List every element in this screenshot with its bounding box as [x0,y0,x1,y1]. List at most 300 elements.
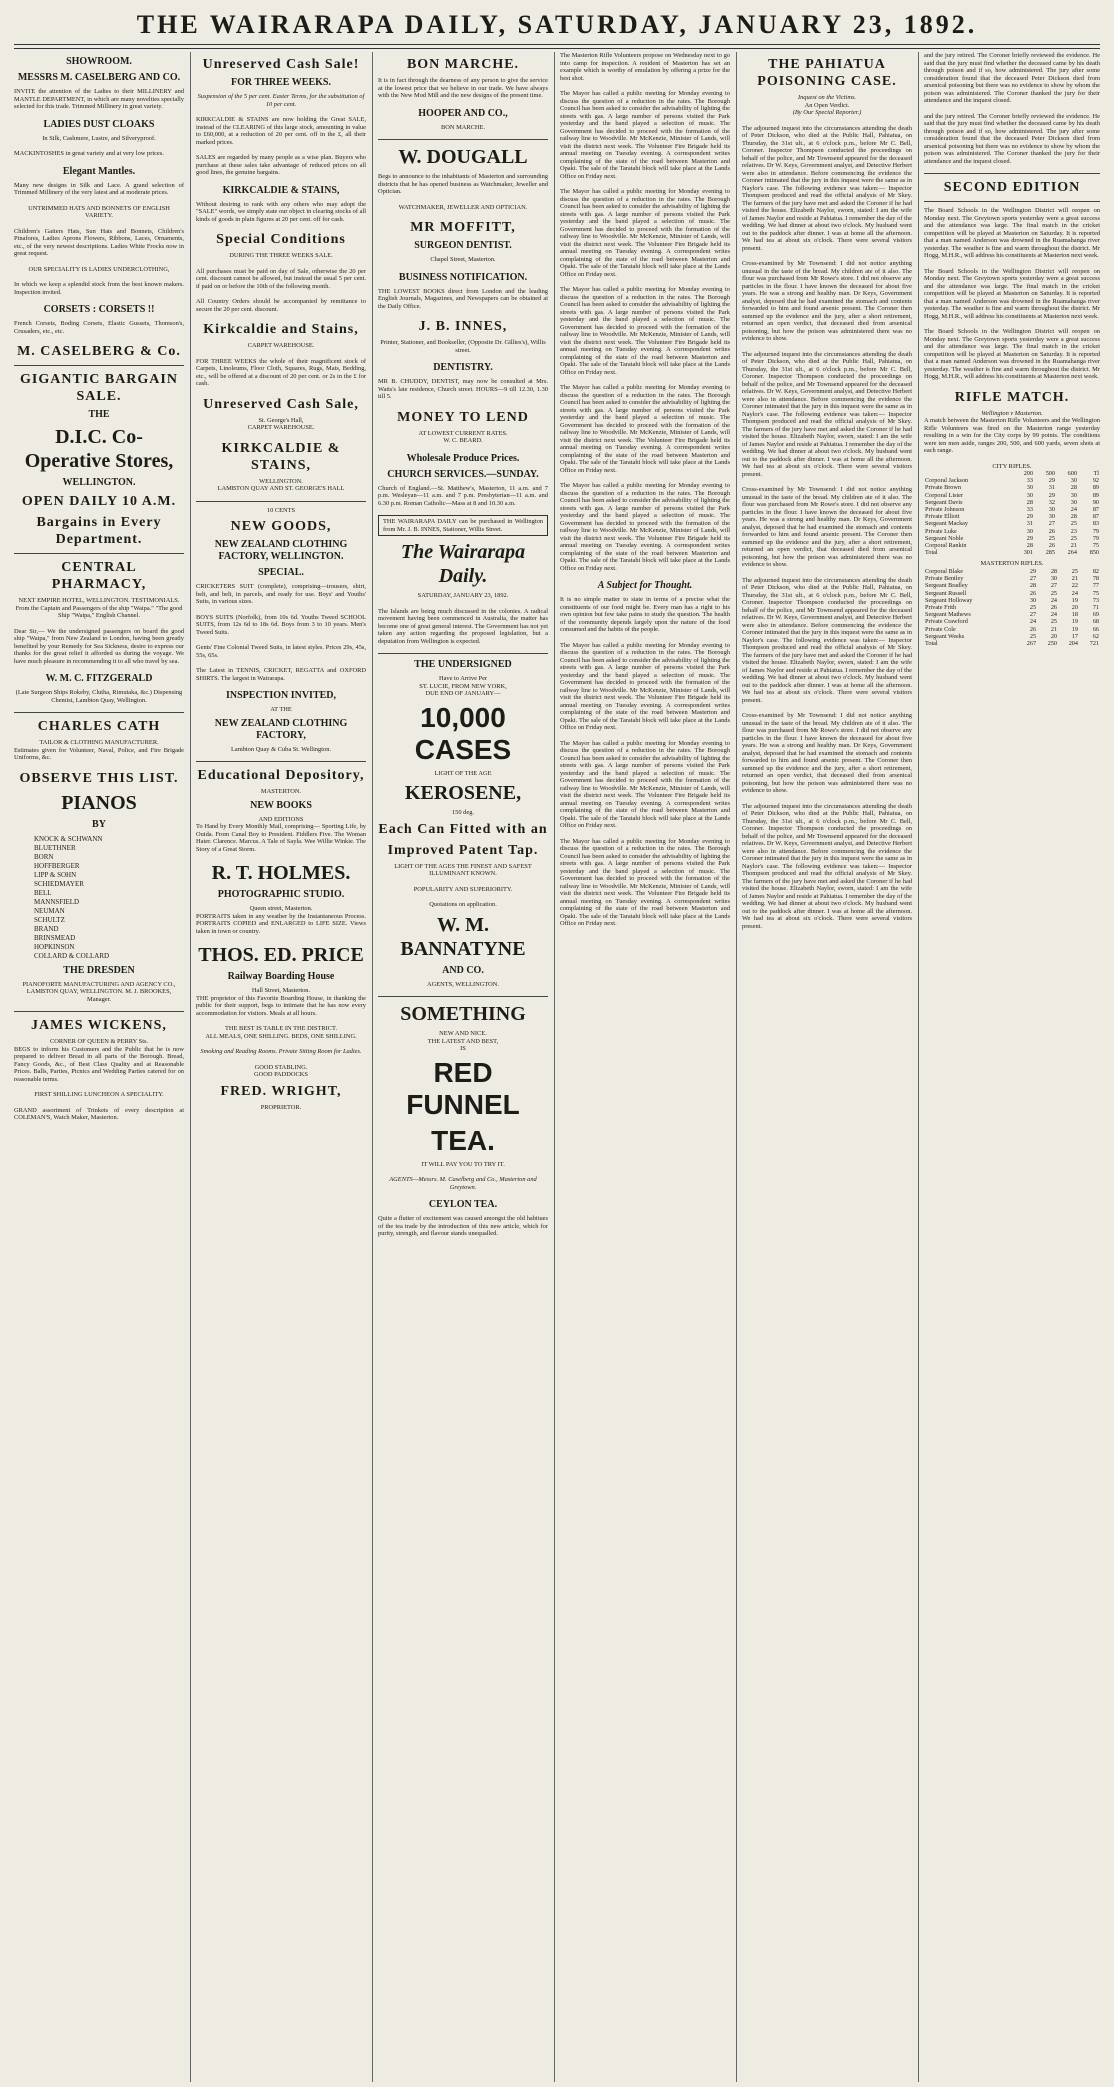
score-cell: 26 [1029,625,1037,633]
table-row [924,590,1100,597]
dentistry-heading: DENTISTRY. [433,362,493,373]
column-divider [372,52,373,2082]
news-body-7: The Mayor has called a public meeting for Monday evening to discuss the question of a reduction in the rates. The Borough Council has been asked to consider the advisability of lighting the streets with gas. A large number of persons visited the Park yesterday and the band played a selection of music. The Government has decided to proceed with the formation of the railway line to Woodville. Mr McKenzie, Minister of Lands, will visit the district next week. The Volunteer Fire Brigade held its annual meeting on Tuesday evening. A correspondent writes complaining of the state of the road between Masterton and Opaki. The sale of the Taratahi block will take place at the Lands Office on Friday next. [560,739,730,829]
bon-marche-heading: BON MARCHE. [406,57,520,72]
arrive-label: Have to Arrive Per [438,675,488,682]
table-header-row [924,470,1100,477]
rifleman-name: Corporal Rankin [925,542,967,550]
divider [14,1011,184,1012]
score-cell: 30 [1026,491,1033,499]
rifleman-name: Private Johnson [925,506,965,514]
speciality-text: In which we keep a splendid stock from the best known makers. Inspection invited. [14,281,184,296]
carpet-warehouse: CARPET WAREHOUSE. [247,342,315,349]
masterton-rifles-table [924,568,1100,647]
rifleman-name: Corporal Lister [925,491,963,499]
city-rifles-table [924,470,1100,556]
inquest-end-text: and the jury retired. The Coroner briefly reviewed the evidence. He said that the jury must find whether the deceased came by his death through poison and if so, how administered. The jury after some consideration found that the deceased Peter Dickson died from arsenical poisoning but there was no evidence to show by whom the poison was administered. The Coroner thanked the jury for their attendance and the inquest closed. [924,52,1100,104]
news-intro: The Masterton Rifle Volunteers propose on Wednesday next to go into camp for inspection. A resident of Masterton has set an example which is worthy of emulation by offering a prize for the best shot. [560,52,730,82]
column-1 [14,52,184,2082]
st-georges-hall: St. George's Hall, [258,416,304,424]
agents-label: AGENTS, WELLINGTON. [426,980,499,988]
masthead-rule [14,44,1100,45]
moffitt-heading: MR MOFFITT, [410,220,516,235]
dic-bargains: Bargains in Every Department. [36,515,162,547]
stabling-text: GOOD STABLING. [254,1063,308,1071]
rifle-match-text: A match between the Masterton Rifle Volunteers and the Wellington Rifle Volunteers was fired on the Masterton range yesterday resulting in a win for the City corps by 99 points. The conditions were ten men aside, ranges 200, 500, and 600 yards, seven shots at each range. [924,417,1100,454]
suspension-text: Suspension of the 5 per cent. Easter Terms, for the substitution of 10 per cent. [197,93,365,108]
piano-maker: KNOCK & SCHWANN [34,834,103,843]
kirkcaldie-heading-3: KIRKCALDIE & STAINS, [221,440,341,473]
masterton-rifles-heading: MASTERTON RIFLES. [980,560,1044,568]
piano-maker: BLUETHNER [34,843,76,852]
column-header: Tl [1093,470,1099,477]
table-row [924,535,1100,542]
column-header: 200 [1023,470,1033,477]
dic-location: WELLINGTON. [62,477,136,488]
mackintosh-text: MACKINTOSHES in great variety and at very low prices. [14,150,164,157]
score-cell: 29 [1029,567,1037,575]
score-cell: 21 [1071,575,1078,583]
meals-text: ALL MEALS, ONE SHILLING. BEDS, ONE SHILLING. [205,1032,357,1040]
score-cell: 30 [1048,506,1055,514]
column-divider [736,52,737,2082]
lambton-cuba-label: Lambton Quay & Cuba St. Wellington. [230,745,331,753]
photographic-heading: PHOTOGRAPHIC STUDIO. [217,889,345,900]
three-weeks-heading: FOR THREE WEEKS. [231,77,331,88]
score-cell: 66 [1092,625,1099,633]
rifleman-name: Private Cole [925,625,956,633]
news-body-4: The Mayor has called a public meeting for Monday evening to discuss the question of a reduction in the rates. The Borough Council has been asked to consider the advisability of lighting the streets with gas. A large number of persons visited the Park yesterday and the band played a selection of music. The Government has decided to proceed with the formation of the railway line to Woodville. Mr McKenzie, Minister of Lands, will visit the district next week. The Volunteer Fire Brigade held its annual meeting on Tuesday evening. A correspondent writes complaining of the state of the road between Masterton and Opaki. The sale of the Taratahi block will take place at the Lands Office on Friday next. [560,384,730,474]
speciality-heading: OUR SPECIALITY IS LADIES UNDERCLOTHING, [28,265,170,273]
it-will-pay: IT WILL PAY YOU TO TRY IT. [421,1160,505,1168]
table-row [924,568,1100,575]
ceylon-text: Quite a flutter of excitement was caused amongst the old habitues of the tea trade by the introduction of this new article, which for purity, strength, and flavour stands unequalled. [378,1215,548,1237]
score-cell: 28 [1070,513,1077,521]
score-cell: 25 [1070,520,1077,528]
score-cell: 24 [1029,618,1037,626]
divider [14,712,184,713]
wright-heading: FRED. WRIGHT, [220,1083,342,1099]
score-cell: 89 [1092,491,1099,499]
table-row [924,611,1100,618]
rifleman-name: Sergeant Weeks [925,632,965,640]
dentistry-text: MR B. CHUDDY, DENTIST, may now be consulted at Mrs. Watts's late residence, Church street. HOURS—9 till 12.30, 1.30 till 5. [378,378,548,400]
score-cell: 30 [1050,575,1057,583]
portraits-text: PORTRAITS taken in any weather by the Instantaneous Process. PORTRAITS COPIED and ENLARGED to LIFE SIZE. Views taken in town or country. [196,912,366,935]
score-cell: 30 [1070,477,1077,485]
column-6 [924,52,1100,2082]
score-cell: 28 [1050,567,1057,575]
score-cell: 26 [1050,603,1057,611]
score-cell: 26 [1048,542,1055,550]
table-cell: 264 [1067,549,1077,557]
table-cell: 204 [1068,639,1078,647]
printer-label: Printer, Stationer, and Bookseller, (Opposite Dr. Gillies's), Willis street. [380,339,546,354]
railway-boarding-heading: Railway Boarding House [227,971,335,982]
city-rifles-heading: CITY RIFLES. [992,462,1032,470]
surgeon-dentist: SURGEON DENTIST. [414,240,512,251]
cath-text: Estimates given for Volunteer, Naval, Police, and Fire Brigade Uniforms, &c. [14,746,184,761]
score-cell: 25 [1071,567,1078,575]
inquest-end-text-2: and the jury retired. The Coroner briefly reviewed the evidence. He said that the jury must find whether the deceased came by his death through poison and if so, how administered. The jury after some consideration found that the deceased Peter Dickson died from arsenical poisoning but there was no evidence to show by whom the poison was administered. The Coroner thanked the jury for their attendance and the inquest closed. [924,112,1100,165]
score-cell: 21 [1070,542,1077,550]
masterton-label: MASTERTON. [260,788,302,795]
score-cell: 29 [1026,534,1033,542]
divider [378,996,548,997]
trinkets-text: GRAND assortment of Trinkets of every description at COLEMAN'S, Watch Maker, Masterton. [14,1106,184,1121]
score-cell: 24 [1070,506,1077,514]
score-cell: 28 [1026,542,1033,550]
rifleman-name: Corporal Blake [925,567,963,575]
money-heading: MONEY TO LEND [397,409,529,425]
rifleman-name: Private Brown [925,484,961,492]
score-cell: 20 [1050,632,1057,640]
boys-text: BOYS SUITS (Norfolk), from 10s 6d. Youths Tweed SCHOOL SUITS, from 12s 6d to 18s 6d. Boys from 3 to 10 years. Men's Tweed Suits. [196,613,366,636]
rifleman-name: Sergeant Mackay [925,520,969,528]
piano-maker: BELL [34,888,52,897]
score-cell: 17 [1071,632,1078,640]
poisoning-text-6: Cross-examined by Mr Townsend: I did not notice anything unusual in the taste of the bread. My children ate of it also. The flour was purchased from Mr Rowe's store. I did not observe any particles in the flour. I have known the deceased for about five years. He was a strong and healthy man. Dr Keys, Government analyst, deposed that he had examined the stomach and contents forwarded to him and found arsenic present. The Coroner then summed up the evidence and the jury, after a short retirement, returned an open verdict, that deceased died from arsenical poisoning, but how the poison was administered there was no evidence to show. [742,712,912,794]
dresden-sub: PIANOFORTE MANUFACTURING AND AGENCY CO., LAMBTON QUAY, WELLINGTON. M. J. BROOKES, Manager. [22,980,176,1003]
score-cell: 24 [1050,596,1057,604]
dougall-heading: W. DOUGALL [398,146,528,168]
tennis-text: The Latest in TENNIS, CRICKET, REGATTA and OXFORD SHIRTS. The largest in Wairarapa. [196,667,366,682]
test-label: 150 deg. [451,809,474,816]
score-cell: 89 [1092,484,1099,492]
table-row [924,484,1100,491]
news-body-6: The Mayor has called a public meeting for Monday evening to discuss the question of a reduction in the rates. The Borough Council has been asked to consider the advisability of lighting the streets with gas. A large number of persons visited the Park yesterday and the band played a selection of music. The Government has decided to proceed with the formation of the railway line to Woodville. Mr McKenzie, Minister of Lands, will visit the district next week. The Volunteer Fire Brigade held its annual meeting on Tuesday evening. A correspondent writes complaining of the state of the road between Masterton and Opaki. The sale of the Taratahi block will take place at the Lands Office on Friday next. [560,641,730,731]
by-label: BY [92,818,106,830]
score-cell: 19 [1071,596,1078,604]
score-cell: 27 [1029,611,1037,619]
score-cell: 27 [1029,575,1037,583]
score-cell: 23 [1070,527,1077,535]
cath-heading: CHARLES CATH [37,719,161,734]
news-body-8: The Mayor has called a public meeting for Monday evening to discuss the question of a reduction in the rates. The Borough Council has been asked to consider the advisability of lighting the streets with gas. A large number of persons visited the Park yesterday and the band played a selection of music. The Government has decided to proceed with the formation of the railway line to Woodville. Mr McKenzie, Minister of Lands, will visit the district next week. The Volunteer Fire Brigade held its annual meeting on Tuesday evening. A correspondent writes complaining of the state of the road between Masterton and Opaki. The sale of the Taratahi block will take place at the Lands Office on Friday next. [560,837,730,927]
poisoning-text-3: The adjourned inquest into the circumstances attending the death of Peter Dickson, who died at the Public Hall, Pahiatua, on Thursday, the 31st ult., at 6 o'clock p.m., before Mr C. Bell, Coroner. Inspector Thompson conducted the proceedings on behalf of the police, and Mr Townsend appeared for the deceased relatives. Dr W. Keys, Government analyst, and Detective Herbert were also in attendance. Before commencing the evidence the Coroner intimated that the jury in this inquest were the same as in Naylor's case. The following evidence was taken:— Inspector Thompson produced and read the official analysis of Mr Skey. The farmers of the jury have met and asked the Coroner if he had visited the house. Elizabeth Naylor, sworn, stated: I am the wife of James Naylor and reside at Pahiatua. I remember the day of the wedding. We had dinner at about two o'clock. My husband went out to the paddock after dinner. I was at home all the afternoon. We had tea at about six o'clock. There were several visitors present. [742,350,912,478]
nz-clothing-heading: NEW ZEALAND CLOTHING FACTORY, WELLINGTON. [214,539,348,562]
mantles-text: Many new designs in Silk and Lace. A grand selection of Trimmed Millinery of the very latest and at moderate prices. [14,181,184,196]
due-label: DUE END OF JANUARY— [425,690,501,697]
leader-text: The Islands are being much discussed in the colonies. A radical movement having been commenced in Australia, the matter has become one of great general interest. The Government has not yet taken any action regarding the proposed legislation, but a deputation from Wellington is expected. [378,607,548,645]
score-cell: 30 [1029,596,1037,604]
watchmaker-label: WATCHMAKER, JEWELLER AND OPTICIAN. [398,203,528,211]
column-5 [742,52,912,2082]
poisoning-text-1: The adjourned inquest into the circumstances attending the death of Peter Dickson, who died at the Public Hall, Pahiatua, on Thursday, the 31st ult., at 6 o'clock p.m., before Mr C. Bell, Coroner. Inspector Thompson conducted the proceedings on behalf of the police, and Mr Townsend appeared for the deceased relatives. Dr W. Keys, Government analyst, and Detective Herbert were also in attendance. Before commencing the evidence the Coroner intimated that the jury in this inquest were the same as in Naylor's case. The following evidence was taken:— Inspector Thompson produced and read the official analysis of Mr Skey. The farmers of the jury have met and asked the Coroner if he had visited the house. Elizabeth Naylor, sworn, stated: I am the wife of James Naylor and reside at Pahiatua. I remember the day of the wedding. We had dinner at about two o'clock. My husband went out to the paddock after dinner. I was at home all the afternoon. We had tea at about six o'clock. There were several visitors present. [742,124,912,252]
score-cell: 77 [1092,582,1099,590]
cath-sub: TAILOR & CLOTHING MANUFACTURER. [39,739,159,746]
score-cell: 19 [1071,625,1078,633]
inspection-heading: INSPECTION INVITED, [225,690,337,701]
rifleman-name: Private Bentley [925,575,964,583]
rifleman-name: Sergeant Mathews [925,611,971,619]
corsets-text: French Corsets, Boding Corsets, Elastic Gussets, Thomson's, Crusaders, etc., etc. [14,320,184,335]
score-cell: 25 [1029,603,1037,611]
table-row [924,618,1100,625]
column-divider [554,52,555,2082]
piano-maker: SCHIEDMAYER [34,879,84,888]
table-total-row [924,549,1100,556]
column-2 [196,52,366,2082]
dic-heading: D.I.C. Co-Operative Stores, [24,426,174,472]
patent-tap-label: Improved Patent Tap. [387,842,539,858]
innes-heading: J. B. INNES, [418,319,508,334]
score-cell: 25 [1048,534,1055,542]
rifle-match-sub: Wellington v Masterton. [981,409,1043,417]
price-text: THE proprietor of this Favorite Boarding House, in thanking the public for their support, begs to intimate that he has now every accommodation for visitors. Meals at all hours. [196,994,366,1017]
rifleman-name: Private Crawford [925,618,968,626]
rifleman-name: Sergeant Bradley [925,582,968,590]
cash-sale-heading-2: Unreserved Cash Sale, [203,396,359,412]
money-sub: AT LOWEST CURRENT RATES. [418,429,508,437]
score-cell: 22 [1071,582,1078,590]
rifleman-name: Private Frith [925,603,957,611]
poisoning-text-4: Cross-examined by Mr Townsend: I did not notice anything unusual in the taste of the bread. My children ate of it also. The flour was purchased from Mr Rowe's store. I did not observe any particles in the flour. I have known the deceased for about five years. He was a strong and healthy man. Dr Keys, Government analyst, deposed that he had examined the stomach and contents forwarded to him and found arsenic present. The Coroner then summed up the evidence and the jury, after a short retirement, returned an open verdict, that deceased died from arsenical poisoning, but how the poison was administered there was no evidence to show. [742,486,912,568]
score-cell: 29 [1048,491,1055,499]
poisoning-text-5: The adjourned inquest into the circumstances attending the death of Peter Dickson, who died at the Public Hall, Pahiatua, on Thursday, the 31st ult., at 6 o'clock p.m., before Mr C. Bell, Coroner. Inspector Thompson conducted the proceedings on behalf of the police, and Mr Townsend appeared for the deceased relatives. Dr W. Keys, Government analyst, and Detective Herbert were also in attendance. Before commencing the evidence the Coroner intimated that the jury in this inquest were the same as in Naylor's case. The following evidence was taken:— Inspector Thompson produced and read the official analysis of Mr Skey. The farmers of the jury have met and asked the Coroner if he had visited the house. Elizabeth Naylor, sworn, stated: I am the wife of James Naylor and reside at Pahiatua. I remember the day of the wedding. We had dinner at about two o'clock. My husband went out to the paddock after dinner. I was at home all the afternoon. We had tea at about six o'clock. There were several visitors present. [742,576,912,704]
each-can-label: Each Can Fitted with an [378,821,548,837]
table-row [924,492,1100,499]
children-text: Children's Gaiters Hats, Sun Hats and Bonnets, Children's Pinafores, Ladies Aprons Flowers, Ribbons, Laces, Ornaments, etc., of the very newest descriptions. Ladies White Frocks now in great request. [14,227,184,257]
table-row [924,513,1100,520]
column-header: 500 [1045,470,1055,477]
table-row [924,528,1100,535]
bon-marche-text: It is in fact through the dearness of any person to give the service at the lowest price that we believe in our trade. We have always with the New Mod Mill and the new designs of the present time. [378,77,548,99]
piano-maker: BORN [34,852,54,861]
popularity-label: POPULARITY AND SUPERIORITY. [413,885,513,893]
carpet-warehouse-2: CARPET WAREHOUSE. [247,424,315,431]
score-cell: 62 [1092,632,1099,640]
table-cell: 285 [1045,549,1055,557]
table-cell: 850 [1089,549,1099,557]
score-cell: 20 [1071,603,1078,611]
poisoning-text-7: The adjourned inquest into the circumstances attending the death of Peter Dickson, who died at the Public Hall, Pahiatua, on Thursday, the 31st ult., at 6 o'clock p.m., before Mr C. Bell, Coroner. Inspector Thompson conducted the proceedings on behalf of the police, and Mr Townsend appeared for the deceased relatives. Dr W. Keys, Government analyst, and Detective Herbert were also in attendance. Before commencing the evidence the Coroner intimated that the jury in this inquest were the same as in Naylor's case. The following evidence was taken:— Inspector Thompson produced and read the official analysis of Mr Skey. The farmers of the jury have met and asked the Coroner if he had visited the house. Elizabeth Naylor, sworn, stated: I am the wife of James Naylor and reside at Pahiatua. I remember the day of the wedding. We had dinner at about two o'clock. My husband went out to the paddock after dinner. I was at home all the afternoon. We had tea at about six o'clock. There were several visitors present. [742,802,912,930]
second-edition-text-3: The Board Schools in the Wellington District will reopen on Monday next. The Greytown sports yesterday were a great success and the attendance was large. The final match in the cricket competition will be played at Masterton on Saturday. It is reported that a man named Anderson was drowned in the Ruamahanga river yesterday. The weather is fine and warm throughout the district. Mr Hogg, M.H.R., will address his constituents at Masterton next week. [924,328,1100,380]
holmes-heading: R. T. HOLMES. [211,862,351,884]
score-cell: 90 [1092,498,1099,506]
gents-text: Gents' Fine Colonial Tweed Suits, in latest styles. Prices 29s, 45s, 55s, 65s. [196,644,366,659]
score-cell: 19 [1071,618,1078,626]
red-funnel-heading: RED FUNNEL [406,1056,520,1120]
business-notification: BUSINESS NOTIFICATION. [398,271,528,283]
news-body-5: The Mayor has called a public meeting for Monday evening to discuss the question of a reduction in the rates. The Borough Council has been asked to consider the advisability of lighting the streets with gas. A large number of persons visited the Park yesterday and the band played a selection of music. The Government has decided to proceed with the formation of the railway line to Woodville. Mr McKenzie, Minister of Lands, will visit the district next week. The Volunteer Fire Brigade held its annual meeting on Tuesday evening. A correspondent writes complaining of the state of the road between Masterton and Opaki. The sale of the Taratahi block will take place at the Lands Office on Friday next. [560,482,730,572]
educational-heading: Educational Depository, [197,768,365,783]
and-co-label: AND CO. [442,964,484,976]
score-cell: 75 [1092,542,1099,550]
score-cell: 28 [1029,582,1037,590]
gigantic-sale-heading: GIGANTIC BARGAIN SALE. [20,372,178,404]
caselberg-signature: M. CASELBERG & Co. [17,344,181,359]
table-total-row [924,640,1100,647]
purchases-text: All purchases must be paid on day of Sale, otherwise the 20 per cent. discount cannot be allowed, but instead the usual 5 per cent. if paid on or before the 10th of the following month. [196,267,366,290]
hooper-heading: HOOPER AND CO., [418,107,508,119]
score-cell: 83 [1092,520,1099,528]
divider [196,761,366,762]
dust-cloaks-heading: LADIES DUST CLOAKS [43,118,155,130]
piano-maker: SCHULTZ [34,915,65,924]
divider [14,365,184,366]
wellington-label: WELLINGTON. [259,477,303,485]
special-conditions-heading: Special Conditions [216,232,346,247]
pharmacy-heading: CENTRAL PHARMACY, [51,560,147,592]
safest-text: LIGHT OF THE AGES THE FINEST AND SAFEST ILLUMINANT KNOWN. [394,862,532,877]
score-cell: 27 [1048,520,1055,528]
score-cell: 24 [1071,589,1078,597]
divider [378,139,548,140]
pharmacy-text: Dear Sir,— We the undersigned passengers on board the good ship "Waipa," from New Zealand to London, having been greatly benefited by your Remedy for Sea Sickness, desire to express our thanks for the great relief it afforded us during the voyage. We have much pleasure in recommending it to all who travel by sea. [14,627,184,665]
ceylon-heading: CEYLON TEA. [428,1199,498,1210]
dic-hours: OPEN DAILY 10 A.M. [21,494,177,509]
piano-maker: BRAND [34,924,59,933]
bon-marche-label: BON MARCHE. [440,123,486,131]
score-cell: 26 [1029,589,1037,597]
second-edition-heading: SECOND EDITION [943,180,1081,195]
score-cell: 29 [1048,477,1055,485]
st-lucie-label: ST. LUCIE, FROM NEW YORK, [419,682,507,690]
score-cell: 18 [1071,611,1078,619]
produce-heading: Wholesale Produce Prices. [406,452,520,464]
rifleman-name: Private Elliott [925,513,960,521]
rifle-match-heading: RIFLE MATCH. [954,389,1070,405]
daily-copy-notice: THE WAIRARAPA DAILY can be purchased in Wellington from Mr. J. B. INNES, Stationer, Willis Street. [378,515,548,536]
table-row [924,575,1100,582]
score-cell: 31 [1026,520,1033,528]
score-cell: 29 [1026,513,1033,521]
score-cell: 28 [1070,484,1077,492]
best-table: THE BEST IS TABLE IN THE DISTRICT. [224,1025,338,1032]
score-cell: 30 [1048,513,1055,521]
cases-heading: 10,000 CASES [414,701,512,765]
score-cell: 87 [1092,513,1099,521]
table-row [924,477,1100,484]
subject-heading: A Subject for Thought. [597,580,693,591]
tea-agents: AGENTS—Messrs. M. Caselberg and Co., Masterton and Greytown. [389,1176,537,1191]
kirkcaldie-carpets-heading: Kirkcaldie and Stains, [203,322,359,337]
rifleman-name: Sergeant Noble [925,534,964,542]
caselberg-heading: MESSRS M. CASELBERG AND CO. [17,72,181,83]
news-body-3: The Mayor has called a public meeting for Monday evening to discuss the question of a reduction in the rates. The Borough Council has been asked to consider the advisability of lighting the streets with gas. A large number of persons visited the Park yesterday and the band played a selection of music. The Government has decided to proceed with the formation of the railway line to Woodville. Mr McKenzie, Minister of Lands, will visit the district next week. The Volunteer Fire Brigade held its annual meeting on Tuesday evening. A correspondent writes complaining of the state of the road between Masterton and Opaki. The sale of the Taratahi block will take place at the Lands Office on Friday next. [560,286,730,376]
millinery-text: INVITE the attention of the Ladies to their MILLINERY and MANTLE DEPARTMENT, in which are many novelties specially selected for this trade. Trimmed Millinery in great variety. [14,88,184,110]
table-row [924,520,1100,527]
light-label: LIGHT OF THE AGE [434,769,492,777]
ten-cents-label: 10 CENTS [266,506,296,514]
country-orders-text: All Country Orders should be accompanied by remittance to secure the 20 per cent. discount. [196,298,366,313]
undersigned-heading: THE UNDERSIGNED [414,659,512,670]
rifleman-name: Sergeant Russell [925,589,967,597]
piano-makers-list [14,835,184,961]
dust-cloaks-sub: In Silk, Cashmere, Lustre, and Silveryproof. [42,134,156,142]
piano-maker: MANNSFIELD [34,897,80,906]
fitzgerald-heading: W. M. C. FITZGERALD [45,673,153,684]
table-row [924,582,1100,589]
masthead: THE WAIRARAPA DAILY, SATURDAY, JANUARY 23, 1892. [136,10,978,39]
divider [378,653,548,654]
score-cell: 25 [1070,534,1077,542]
piano-maker: BRINSMEAD [34,933,76,942]
news-body-1: The Mayor has called a public meeting for Monday evening to discuss the question of a reduction in the rates. The Borough Council has been asked to consider the advisability of lighting the streets with gas. A large number of persons visited the Park yesterday and the band played a selection of music. The Government has decided to proceed with the formation of the railway line to Woodville. Mr McKenzie, Minister of Lands, will visit the district next week. The Volunteer Fire Brigade held its annual meeting on Tuesday evening. A correspondent writes complaining of the state of the road between Masterton and Opaki. The sale of the Taratahi block will take place at the Lands Office on Friday next. [560,90,730,180]
books-text: To Hand by Every Monthly Mail, comprising— Sporting Life, by Ouida. From Canal Boy to President. Fiddlers Five. The Woman Hater. Clarence. Marcus. A Tale of Sayla. Wee Willie Winkie. The Story of a Great Storm. [196,823,366,853]
kirkcaldie-heading: KIRKCALDIE & STAINS, [222,184,340,196]
divider [196,501,366,502]
piano-maker: COLLARD & COLLARD [34,951,110,960]
new-books-heading: NEW BOOKS [250,799,312,811]
score-cell: 79 [1092,534,1099,542]
table-row [924,499,1100,506]
total-label: Total [925,639,938,647]
kirkcaldie-text: KIRKCALDIE & STAINS are now holding the Great SALE, instead of the CLEARING of this large stock, amounting in value to £60,000, at a reduction of 20 per cent. off in the £, all their marked prices. [196,116,366,146]
table-row [924,633,1100,640]
table-cell: 267 [1026,639,1037,647]
column-divider [918,52,919,2082]
score-cell: 69 [1092,611,1099,619]
column-3 [378,52,548,2082]
score-cell: 32 [1048,498,1055,506]
paddocks-text: GOOD PADDOCKS [254,1071,308,1078]
editions-label: AND EDITIONS [258,815,304,823]
column-divider [190,52,191,2082]
table-row [924,597,1100,604]
hall-street: Hall Street, Masterton. [251,987,311,994]
issue-date: SATURDAY, JANUARY 23, 1892. [417,592,509,599]
divider [924,201,1100,202]
lambton-label: LAMBTON QUAY AND ST. GEORGE'S HALL [217,485,345,492]
table-cell: 721 [1089,639,1099,647]
latest-label: THE LATEST AND BEST, [427,1037,499,1045]
poisoning-heading: THE PAHIATUA POISONING CASE. [757,57,897,89]
piano-maker: NEUMAN [34,906,65,915]
dresden-heading: THE DRESDEN [63,964,135,976]
score-cell: 31 [1048,484,1055,492]
is-label: IS [460,1045,466,1052]
rifleman-name: Corporal Jackson [925,477,969,485]
piano-maker: LIPP & SOHN [34,870,77,879]
byline: (By Our Special Reporter.) [792,109,862,116]
the-label: THE [88,409,110,420]
divider [14,553,184,554]
score-cell: 33 [1026,477,1033,485]
bannatyne-heading: W. M. BANNATYNE [400,913,526,960]
quotations-label: Quotations on application. [429,901,497,908]
at-the-label: AT THE [270,706,292,713]
wickens-sub: CORNER OF QUEEN & PERRY Sts. [49,1038,149,1045]
score-cell: 82 [1092,567,1099,575]
chapel-street: Chapel Street, Masterton. [430,256,496,263]
tea-heading: TEA. [431,1124,495,1156]
table-row [924,542,1100,549]
score-cell: 30 [1026,527,1033,535]
news-body-2: The Mayor has called a public meeting for Monday evening to discuss the question of a reduction in the rates. The Borough Council has been asked to consider the advisability of lighting the streets with gas. A large number of persons visited the Park yesterday and the band played a selection of music. The Government has decided to proceed with the formation of the railway line to Woodville. Mr McKenzie, Minister of Lands, will visit the district next week. The Volunteer Fire Brigade held its annual meeting on Tuesday evening. A correspondent writes complaining of the state of the road between Masterton and Opaki. The sale of the Taratahi block will take place at the Lands Office on Friday next. [560,188,730,278]
city-rifles-rows [924,477,1100,549]
subject-text: It is no simple matter to state in terms of a precise what the constituents of our food might be. Every man has a right to his own opinion but few take pains to study the question. The health of the community depends largely upon the nature of the food consumed and the habits of the people. [560,596,730,633]
table-row [924,506,1100,513]
luncheon-text: FIRST SHILLING LUNCHEON A SPECIALITY. [34,1091,164,1098]
queen-street: Queen street, Masterton. [249,905,313,912]
showroom-heading: SHOWROOM. [66,56,132,67]
smoking-text: Smoking and Reading Rooms. Private Sitting Room for Ladies. [200,1048,362,1055]
masthead-rule-2 [14,48,1100,49]
score-cell: 21 [1050,625,1057,633]
pianos-heading: PIANOS [61,791,137,814]
score-cell: 75 [1092,589,1099,597]
table-row [924,604,1100,611]
beard-label: W. C. BEARD. [443,437,483,444]
innes-text: THE LOWEST BOOKS direct from London and the leading English Journals, Magazines, and Newspapers can be obtained at the Daily Office. [378,287,548,310]
pharmacy-sub: NEXT EMPIRE HOTEL, WELLINGTON. TESTIMONIALS. From the Captain and Passengers of the ship "Waipa." "The good Ship "Waipa," English Channel. [15,597,183,619]
mantles-heading: Elegant Mantles. [62,165,136,177]
new-goods-heading: NEW GOODS, [230,519,332,534]
something-heading: SOMETHING [400,1003,526,1025]
score-cell: 24 [1050,611,1057,619]
